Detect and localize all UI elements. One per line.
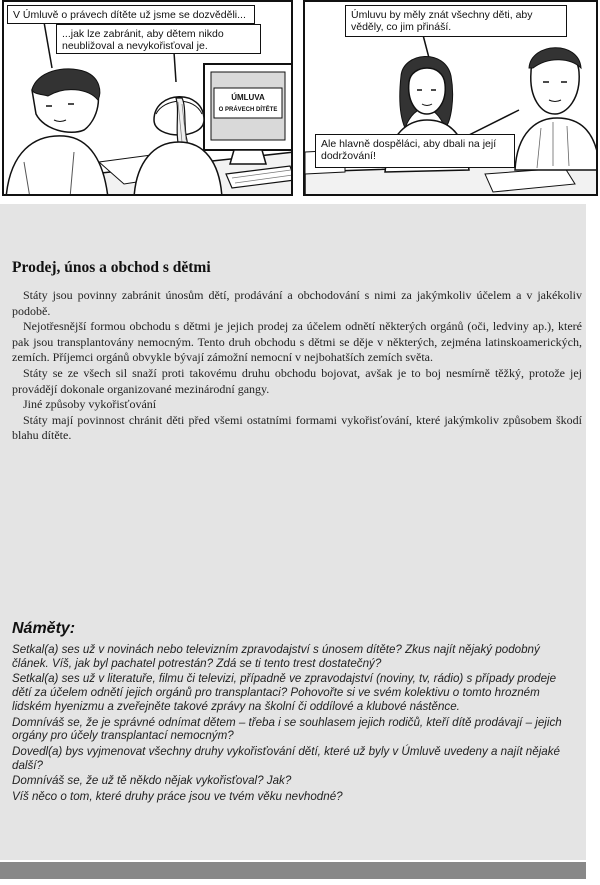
article-title: Prodej, únos a obchod s dětmi — [12, 259, 211, 276]
tips-title: Náměty: — [12, 620, 76, 637]
article-paragraph: Nejotřesnější formou obchodu s dětmi je jejich prodej za účelem odnětí některých orgánů (oči, ledviny ap.), které pak jsou transplantovány nemocným. Tento druh obchodu s dětmi se děje v některých, zejména latinskoamerických, zemích. Příjemci orgánů obvykle bývají zámožní nemocní v nejbohatších zemích světa. — [12, 319, 582, 365]
tip-item: Domníváš se, že už tě někdo nějak vykořisťoval? Jak? — [12, 774, 292, 788]
monitor-sign-line2: O PRÁVECH DÍTĚTE — [218, 107, 278, 113]
speech-bubble-3: Úmluvu by měly znát všechny děti, aby věděly, co jim přináší. — [345, 5, 567, 37]
bottom-divider-bar — [0, 862, 586, 879]
article-body — [12, 288, 582, 444]
article-paragraph: Státy se ze všech sil snaží proti takovému druhu obchodu bojovat, avšak je to boj nesmírně těžký, protože jej provádějí dokonale organizované mezinárodní gangy. — [12, 365, 582, 396]
article-panel — [0, 204, 586, 860]
comic-panel-right — [303, 0, 598, 196]
speech-bubble-1: V Úmluvě o právech dítěte už jsme se dozvěděli... — [7, 5, 255, 24]
tip-item: Víš něco o tom, které druhy práce jsou ve tvém věku nevhodné? — [12, 790, 343, 804]
tip-item: Setkal(a) ses už v novinách nebo televizním zpravodajství s únosem dítěte? Zkus najít nějaký podobný článek. Víš, jak byl pachatel potrestán? Zdá se ti tento trest dostatečný? — [12, 643, 540, 670]
monitor-sign-line1: ÚMLUVA — [231, 93, 265, 102]
article-subheading: Jiné způsoby vykořisťování — [23, 397, 157, 412]
speech-bubble-2: ...jak lze zabránit, aby dětem nikdo neubližoval a nevykořisťoval je. — [56, 24, 261, 54]
article-paragraph: Státy jsou povinny zabránit únosům dětí, prodávání a obchodování s nimi za jakýmkoliv účelem a v jakékoliv podobě. — [12, 288, 582, 318]
tips-list — [12, 643, 578, 806]
tip-item: Domníváš se, že je správné odnímat dětem – třeba i se souhlasem jejich rodičů, kteří dítě prodávají – jejich orgány pro účely transplantací nemocným? — [12, 715, 562, 743]
speech-bubble-4: Ale hlavně dospěláci, aby dbali na její dodržování! — [315, 134, 515, 168]
comic-strip — [0, 0, 600, 198]
article-paragraph: Státy mají povinnost chránit děti před všemi ostatními formami vykořisťování, které jakýmkoliv způsobem škodí blahu dítěte. — [12, 412, 582, 443]
comic-panel-left — [2, 0, 293, 196]
tip-item: Dovedl(a) bys vyjmenovat všechny druhy vykořisťování dětí, které už byly v Úmluvě uvedeny a najít nějaké další? — [12, 744, 560, 772]
tip-item: Setkal(a) ses už v literatuře, filmu či televizi, případně ve zpravodajství (noviny, tv, rádio) s případy prodeje dětí za účelem odnětí jejich orgánů pro transplantaci? Pohovořte si ve svém kolektivu o tomto hrozném lidském hyenizmu a zveřejněte takové zprávy na školní či oddílové a klubové nástěnce. — [12, 672, 557, 713]
